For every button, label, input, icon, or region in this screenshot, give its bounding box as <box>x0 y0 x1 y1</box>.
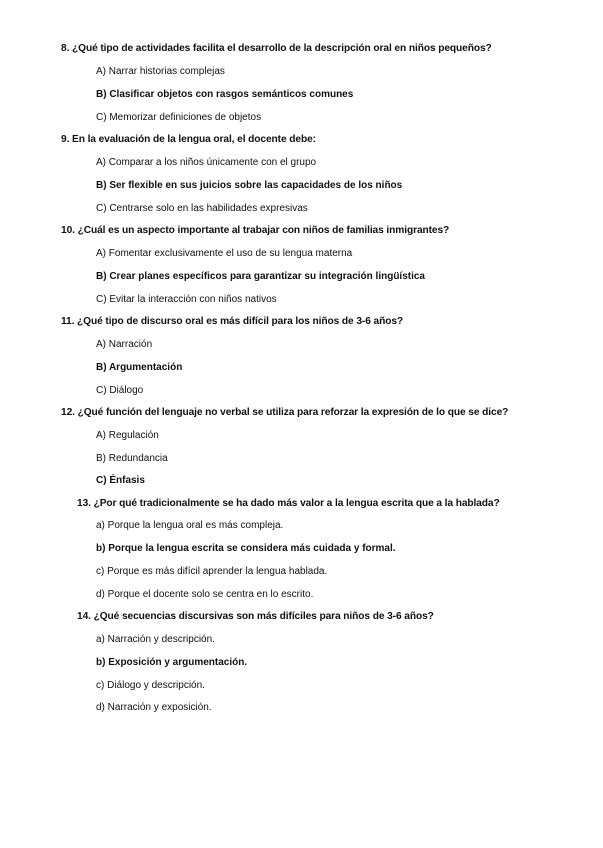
question-10-option-a: A) Fomentar exclusivamente el uso de su lengua materna <box>96 248 353 259</box>
question-12-option-b: B) Redundancia <box>96 453 168 464</box>
question-14-option-d: d) Narración y exposición. <box>96 702 212 713</box>
question-8-option-b: B) Clasificar objetos con rasgos semánticos comunes <box>96 89 354 100</box>
question-13-option-c: c) Porque es más difícil aprender la lengua hablada. <box>96 566 328 577</box>
question-13-option-b: b) Porque la lengua escrita se considera más cuidada y formal. <box>96 543 396 554</box>
question-12-option-a: A) Regulación <box>96 430 159 441</box>
question-11-option-c: C) Diálogo <box>96 385 144 396</box>
question-13: 13. ¿Por qué tradicionalmente se ha dado más valor a la lengua escrita que a la hablada? <box>77 498 500 509</box>
question-10-option-c: C) Evitar la interacción con niños nativos <box>96 294 277 305</box>
question-12: 12. ¿Qué función del lenguaje no verbal se utiliza para reforzar la expresión de lo que se dice? <box>61 407 509 418</box>
question-9-option-a: A) Comparar a los niños únicamente con el grupo <box>96 157 317 168</box>
question-14-option-c: c) Diálogo y descripción. <box>96 680 205 691</box>
question-13-option-d: d) Porque el docente solo se centra en lo escrito. <box>96 589 314 600</box>
question-14-option-b: b) Exposición y argumentación. <box>96 657 248 668</box>
question-10: 10. ¿Cuál es un aspecto importante al trabajar con niños de familias inmigrantes? <box>61 225 450 236</box>
question-9-option-c: C) Centrarse solo en las habilidades expresivas <box>96 203 308 214</box>
question-12-option-c: C) Énfasis <box>96 475 145 486</box>
question-8: 8. ¿Qué tipo de actividades facilita el desarrollo de la descripción oral en niños pequeños? <box>61 43 492 54</box>
question-11-option-a: A) Narración <box>96 339 153 350</box>
question-8-option-a: A) Narrar historias complejas <box>96 66 225 77</box>
question-13-option-a: a) Porque la lengua oral es más compleja. <box>96 520 284 531</box>
question-14-option-a: a) Narración y descripción. <box>96 634 215 645</box>
question-14: 14. ¿Qué secuencias discursivas son más difíciles para niños de 3-6 años? <box>77 611 434 622</box>
question-8-option-c: C) Memorizar definiciones de objetos <box>96 112 262 123</box>
question-10-option-b: B) Crear planes específicos para garantizar su integración lingüística <box>96 271 425 282</box>
question-9: 9. En la evaluación de la lengua oral, el docente debe: <box>61 134 316 145</box>
question-9-option-b: B) Ser flexible en sus juicios sobre las capacidades de los niños <box>96 180 403 191</box>
question-11-option-b: B) Argumentación <box>96 362 183 373</box>
question-11: 11. ¿Qué tipo de discurso oral es más difícil para los niños de 3-6 años? <box>61 316 404 327</box>
